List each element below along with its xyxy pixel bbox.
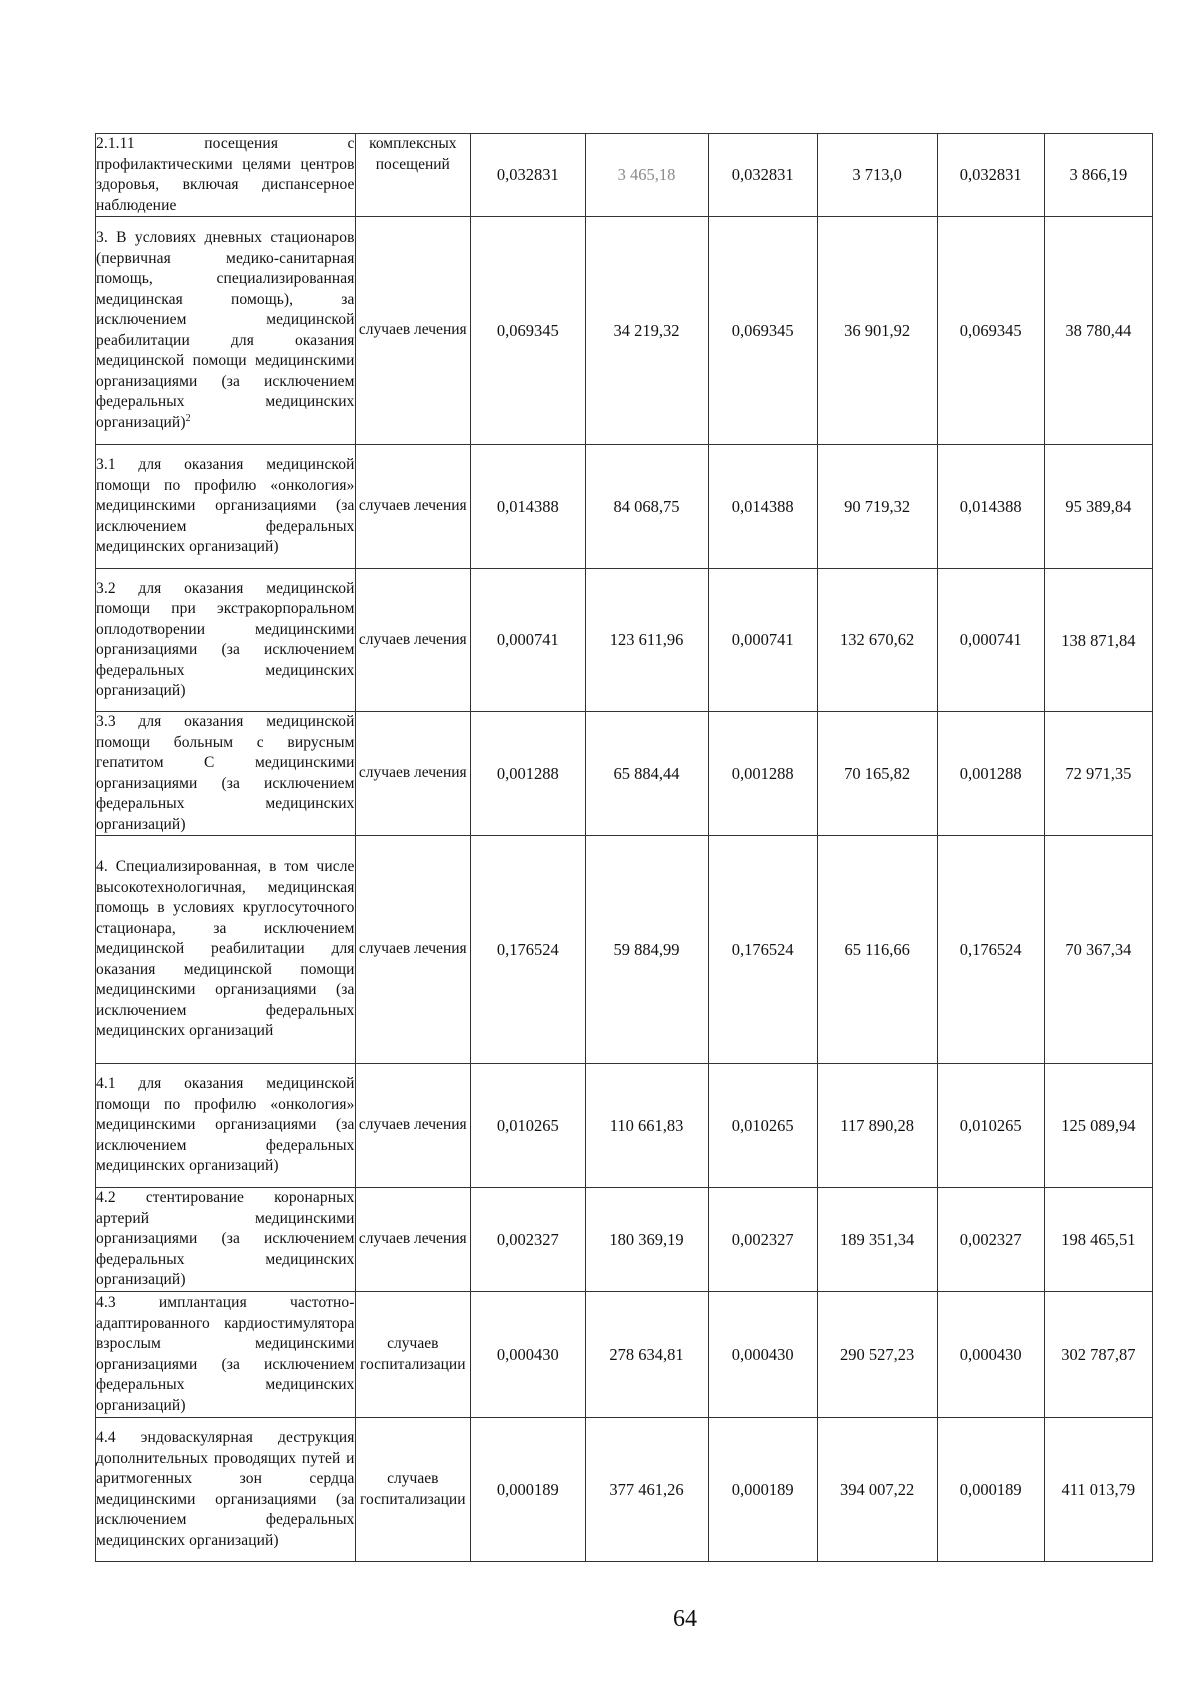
row-description: 4.3 имплантация частотно-адаптированного кардиостимулятора взрослым медицинскими организациями (за исключением федеральных медицинских организаций)	[96, 1292, 356, 1418]
row-value: 0,069345	[708, 217, 817, 445]
row-value: 302 787,87	[1044, 1292, 1152, 1418]
row-value: 0,002327	[937, 1188, 1044, 1292]
row-value: 0,176524	[471, 836, 586, 1064]
row-unit: случаев лечения	[355, 217, 471, 445]
row-unit: случаев госпитализации	[355, 1418, 471, 1562]
page-number: 64	[673, 1606, 697, 1632]
row-value: 180 369,19	[585, 1188, 708, 1292]
row-value: 117 890,28	[817, 1064, 937, 1188]
row-value: 0,000430	[708, 1292, 817, 1418]
row-description: 4.2 стентирование коронарных артерий медицинскими организациями (за исключением федеральных медицинских организаций)	[96, 1188, 356, 1292]
table-row	[96, 1064, 1153, 1188]
row-value: 3 866,19	[1044, 134, 1152, 217]
row-value: 0,000189	[471, 1418, 586, 1562]
row-value: 34 219,32	[585, 217, 708, 445]
row-description: 3.1 для оказания медицинской помощи по профилю «онкология» медицинскими организациями (за исключением федеральных медицинских организаций)	[96, 445, 356, 569]
table-row	[96, 1292, 1153, 1418]
row-value: 59 884,99	[585, 836, 708, 1064]
row-value: 0,010265	[937, 1064, 1044, 1188]
row-value: 0,010265	[708, 1064, 817, 1188]
row-value: 0,014388	[471, 445, 586, 569]
row-description-cell	[96, 217, 356, 445]
row-value: 65 884,44	[585, 712, 708, 836]
row-value: 3 713,0	[817, 134, 937, 217]
table-row	[96, 134, 1153, 217]
row-description: 3.3 для оказания медицинской помощи больным с вирусным гепатитом С медицинскими организациями (за исключением федеральных медицинских организаций)	[96, 712, 356, 836]
footnote-marker: 2	[185, 412, 191, 424]
row-value: 0,001288	[937, 712, 1044, 836]
row-value: 0,000741	[471, 569, 586, 712]
table-row	[96, 569, 1153, 712]
row-value: 0,176524	[708, 836, 817, 1064]
table-row	[96, 1418, 1153, 1562]
row-unit: случаев лечения	[355, 836, 471, 1064]
row-description: 4. Специализированная, в том числе высокотехнологичная, медицинская помощь в условиях круглосуточного стационара, за исключением медицинской реабилитации для оказания медицинской помощи медицинскими организациями (за исключением федеральных медицинских организаций	[96, 836, 356, 1064]
row-value: 84 068,75	[585, 445, 708, 569]
table-row	[96, 836, 1153, 1064]
row-description: 4.4 эндоваскулярная деструкция дополнительных проводящих путей и аритмогенных зон сердца медицинскими организациями (за исключением федеральных медицинских организаций)	[96, 1418, 356, 1562]
row-value: 70 367,34	[1044, 836, 1152, 1064]
row-unit: комплексных посещений	[355, 134, 471, 217]
row-value: 132 670,62	[817, 569, 937, 712]
row-value: 0,032831	[471, 134, 586, 217]
row-value: 0,176524	[937, 836, 1044, 1064]
row-value: 290 527,23	[817, 1292, 937, 1418]
row-unit: случаев лечения	[355, 445, 471, 569]
row-value: 0,000741	[937, 569, 1044, 712]
row-value: 138 871,84	[1044, 569, 1152, 712]
row-value: 0,000430	[937, 1292, 1044, 1418]
row-unit: случаев лечения	[355, 712, 471, 836]
row-value: 278 634,81	[585, 1292, 708, 1418]
row-description: 3.2 для оказания медицинской помощи при экстракорпоральном оплодотворении медицинскими организациями (за исключением федеральных медицинских организаций)	[96, 569, 356, 712]
row-value: 0,069345	[937, 217, 1044, 445]
table-row	[96, 1188, 1153, 1292]
row-value: 0,001288	[708, 712, 817, 836]
row-value: 3 465,18	[585, 134, 708, 217]
row-value: 123 611,96	[585, 569, 708, 712]
row-value: 72 971,35	[1044, 712, 1152, 836]
row-value: 0,010265	[471, 1064, 586, 1188]
row-value: 90 719,32	[817, 445, 937, 569]
row-value: 70 165,82	[817, 712, 937, 836]
table-row	[96, 217, 1153, 445]
row-unit: случаев лечения	[355, 1188, 471, 1292]
row-value: 0,032831	[708, 134, 817, 217]
row-unit: случаев лечения	[355, 569, 471, 712]
row-value: 0,001288	[471, 712, 586, 836]
row-value: 0,002327	[471, 1188, 586, 1292]
row-unit: случаев лечения	[355, 1064, 471, 1188]
row-description: 2.1.11 посещения с профилактическими целями центров здоровья, включая диспансерное наблюдение	[96, 134, 356, 217]
row-value: 0,032831	[937, 134, 1044, 217]
row-value: 0,002327	[708, 1188, 817, 1292]
row-value: 0,069345	[471, 217, 586, 445]
row-value: 0,000189	[708, 1418, 817, 1562]
norms-table	[95, 133, 1153, 1562]
row-value: 0,000741	[708, 569, 817, 712]
row-description: 3. В условиях дневных стационаров (первичная медико-санитарная помощь, специализированная медицинская помощь), за исключением медицинской реабилитации для оказания медицинской помощи медицинскими организациями (за исключением федеральных медицинских организаций)	[96, 229, 355, 431]
row-value: 125 089,94	[1044, 1064, 1152, 1188]
row-value: 377 461,26	[585, 1418, 708, 1562]
row-value: 198 465,51	[1044, 1188, 1152, 1292]
table-row	[96, 445, 1153, 569]
row-value: 0,000430	[471, 1292, 586, 1418]
table-row	[96, 712, 1153, 836]
row-value: 36 901,92	[817, 217, 937, 445]
row-value: 0,000189	[937, 1418, 1044, 1562]
row-description: 4.1 для оказания медицинской помощи по профилю «онкология» медицинскими организациями (за исключением федеральных медицинских организаций)	[96, 1064, 356, 1188]
row-value: 38 780,44	[1044, 217, 1152, 445]
row-unit: случаев госпитализации	[355, 1292, 471, 1418]
row-value: 95 389,84	[1044, 445, 1152, 569]
row-value: 394 007,22	[817, 1418, 937, 1562]
row-value: 411 013,79	[1044, 1418, 1152, 1562]
row-value: 0,014388	[937, 445, 1044, 569]
row-value: 189 351,34	[817, 1188, 937, 1292]
row-value: 0,014388	[708, 445, 817, 569]
row-value: 110 661,83	[585, 1064, 708, 1188]
row-value: 65 116,66	[817, 836, 937, 1064]
